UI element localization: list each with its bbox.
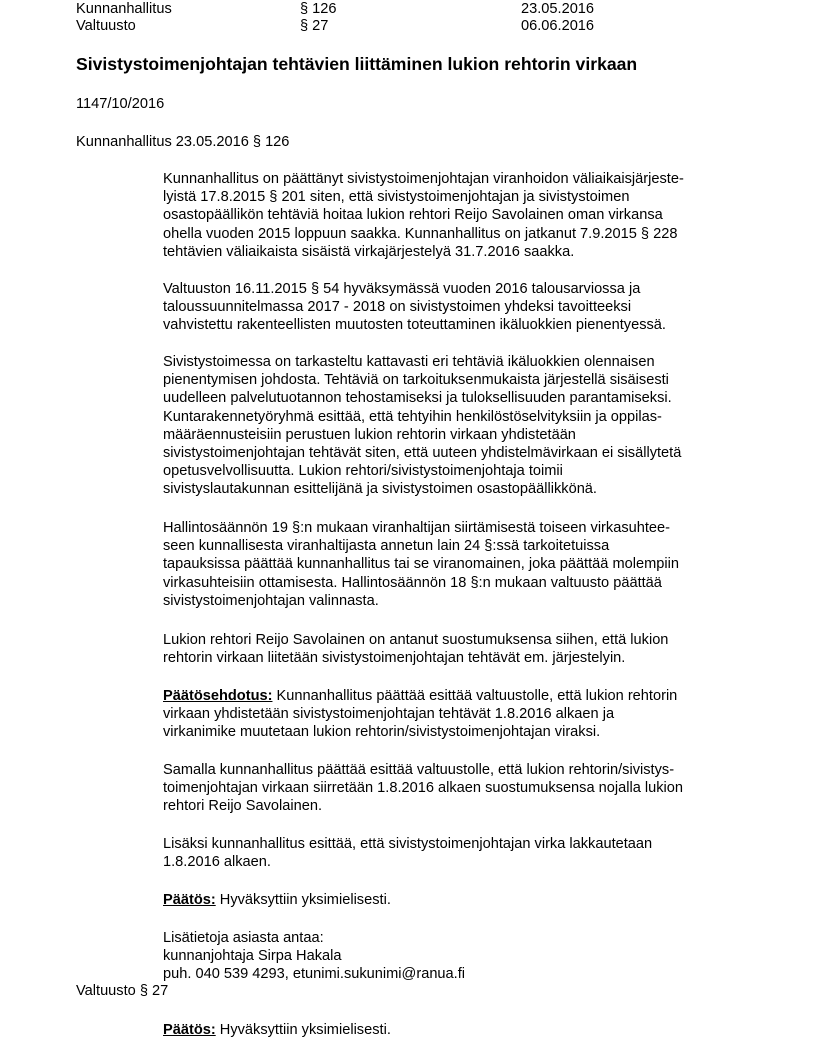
paragraph-transfer	[163, 761, 683, 816]
paragraph-background	[163, 170, 684, 261]
paragraph-regulations	[163, 519, 679, 610]
reference-number: 1147/10/2016	[76, 96, 165, 112]
text-line: toimenjohtajan virkaan siirretään 1.8.2016 alkaen suostumuksensa nojalla lukion	[163, 780, 684, 797]
text-line: seen kunnallisesta viranhaltijasta annetun lain 24 §:ssä tarkoitetuissa	[163, 538, 610, 555]
header-section: § 126	[300, 1, 337, 17]
text-line: Lisätietoja asiasta antaa:	[163, 930, 324, 946]
paragraph-restructuring	[163, 353, 681, 499]
text-line: opetusvelvollisuutta. Lukion rehtori/sivistystoimenjohtaja toimii	[163, 463, 563, 480]
text-line: sivistystoimenjohtajan tehtävät siten, että uuteen yhdistelmävirkaan ei sisällytetä	[163, 445, 682, 462]
header-date: 23.05.2016	[521, 1, 595, 17]
text-line: virkanimike muutetaan lukion rehtorin/sivistystoimenjohtajan viraksi.	[163, 724, 601, 741]
header-body: Kunnanhallitus	[76, 1, 172, 17]
text-line: tapauksissa päättää kunnanhallitus tai se viranomainen, joka päättää molempiin	[163, 556, 679, 573]
text-line: rehtori Reijo Savolainen.	[163, 798, 322, 815]
decision-text: Hyväksyttiin yksimielisesti.	[215, 892, 391, 908]
council-meeting-reference: Valtuusto § 27	[76, 983, 169, 999]
text-line	[163, 1021, 391, 1039]
text-line: Kuntarakennetyöryhmä esittää, että tehtyihin henkilöstöselvityksiin ja oppilas-	[163, 408, 662, 425]
meeting-reference: Kunnanhallitus 23.05.2016 § 126	[76, 134, 290, 150]
text-line: Sivistystoimessa on tarkasteltu kattavasti eri tehtäviä ikäluokkien olennaisen	[163, 354, 655, 370]
text-line	[163, 891, 391, 909]
text-line: Valtuuston 16.11.2015 § 54 hyväksymässä vuoden 2016 talousarviossa ja	[163, 281, 641, 297]
text-line: 1.8.2016 alkaen.	[163, 854, 271, 871]
decision-board	[163, 891, 391, 909]
text-line: Samalla kunnanhallitus päättää esittää valtuustolle, että lukion rehtorin/sivistys-	[163, 762, 675, 778]
text-line: Kunnanhallitus on päättänyt sivistystoimenjohtajan viranhoidon väliaikaisjärjeste-	[163, 171, 684, 187]
paragraph-consent	[163, 631, 668, 667]
proposal-text: Kunnanhallitus päättää esittää valtuustolle, että lukion rehtorin	[272, 688, 678, 704]
text-line: tehtävien väliaikaista sisäistä virkajärjestelyä 31.7.2016 saakka.	[163, 243, 575, 260]
text-line: sivistyslautakunnan esittelijänä ja sivistystoimen osastopäällikkönä.	[163, 481, 597, 498]
text-line	[163, 687, 677, 705]
text-line: kunnanjohtaja Sirpa Hakala	[163, 948, 342, 965]
document-title: Sivistystoimenjohtajan tehtävien liittäminen lukion rehtorin virkaan	[76, 54, 638, 74]
text-line: lyistä 17.8.2015 § 201 siten, että sivistystoimenjohtajan ja sivistystoimen	[163, 189, 630, 206]
text-line: osastopäällikön tehtäviä hoitaa lukion rehtori Reijo Savolainen oman virkansa	[163, 207, 663, 224]
text-line: vahvistettu rakenteellisten muutosten toteuttaminen ikäluokkien pienentyessä.	[163, 317, 666, 334]
text-line: Lisäksi kunnanhallitus esittää, että sivistystoimenjohtajan virka lakkautetaan	[163, 836, 653, 852]
text-line: Lukion rehtori Reijo Savolainen on antanut suostumuksensa siihen, että lukion	[163, 632, 669, 648]
text-line: määräennusteisiin perustuen lukion rehtorin virkaan yhdistetään	[163, 426, 576, 443]
paragraph-budget	[163, 280, 666, 335]
contact-info	[163, 929, 465, 984]
decision-label: Päätös:	[163, 1022, 216, 1038]
text-line: uudelleen palvelutuotannon tehostamiseksi ja tuloksellisuuden parantamiseksi.	[163, 390, 672, 407]
text-line: ohella vuoden 2015 loppuun saakka. Kunnanhallitus on jatkanut 7.9.2015 § 228	[163, 225, 678, 242]
paragraph-proposal	[163, 687, 677, 742]
decision-council	[163, 1021, 391, 1039]
decision-label: Päätös:	[163, 892, 216, 908]
header-date: 06.06.2016	[521, 18, 595, 34]
text-line: taloussuunnitelmassa 2017 - 2018 on sivistystoimen yhdeksi tavoitteeksi	[163, 299, 632, 316]
text-line: virkasuhteisiin ottamisesta. Hallintosäännön 18 §:n mukaan valtuusto päättää	[163, 574, 662, 591]
text-line: rehtorin virkaan liitetään sivistystoimenjohtajan tehtävät em. järjestelyin.	[163, 650, 626, 667]
header-section: § 27	[300, 18, 329, 34]
text-line: pienentymisen johdosta. Tehtäviä on tarkoituksenmukaista järjestellä sisäisesti	[163, 372, 669, 389]
proposal-label: Päätösehdotus:	[163, 688, 273, 704]
text-line: Hallintosäännön 19 §:n mukaan viranhaltijan siirtämisestä toiseen virkasuhtee-	[163, 520, 671, 536]
text-line: sivistystoimenjohtajan valinnasta.	[163, 592, 379, 609]
paragraph-abolish	[163, 835, 652, 871]
header-body: Valtuusto	[76, 18, 136, 34]
text-line: puh. 040 539 4293, etunimi.sukunimi@ranua.fi	[163, 966, 466, 983]
decision-text: Hyväksyttiin yksimielisesti.	[215, 1022, 391, 1038]
text-line: virkaan yhdistetään sivistystoimenjohtajan tehtävät 1.8.2016 alkaen ja	[163, 706, 615, 723]
